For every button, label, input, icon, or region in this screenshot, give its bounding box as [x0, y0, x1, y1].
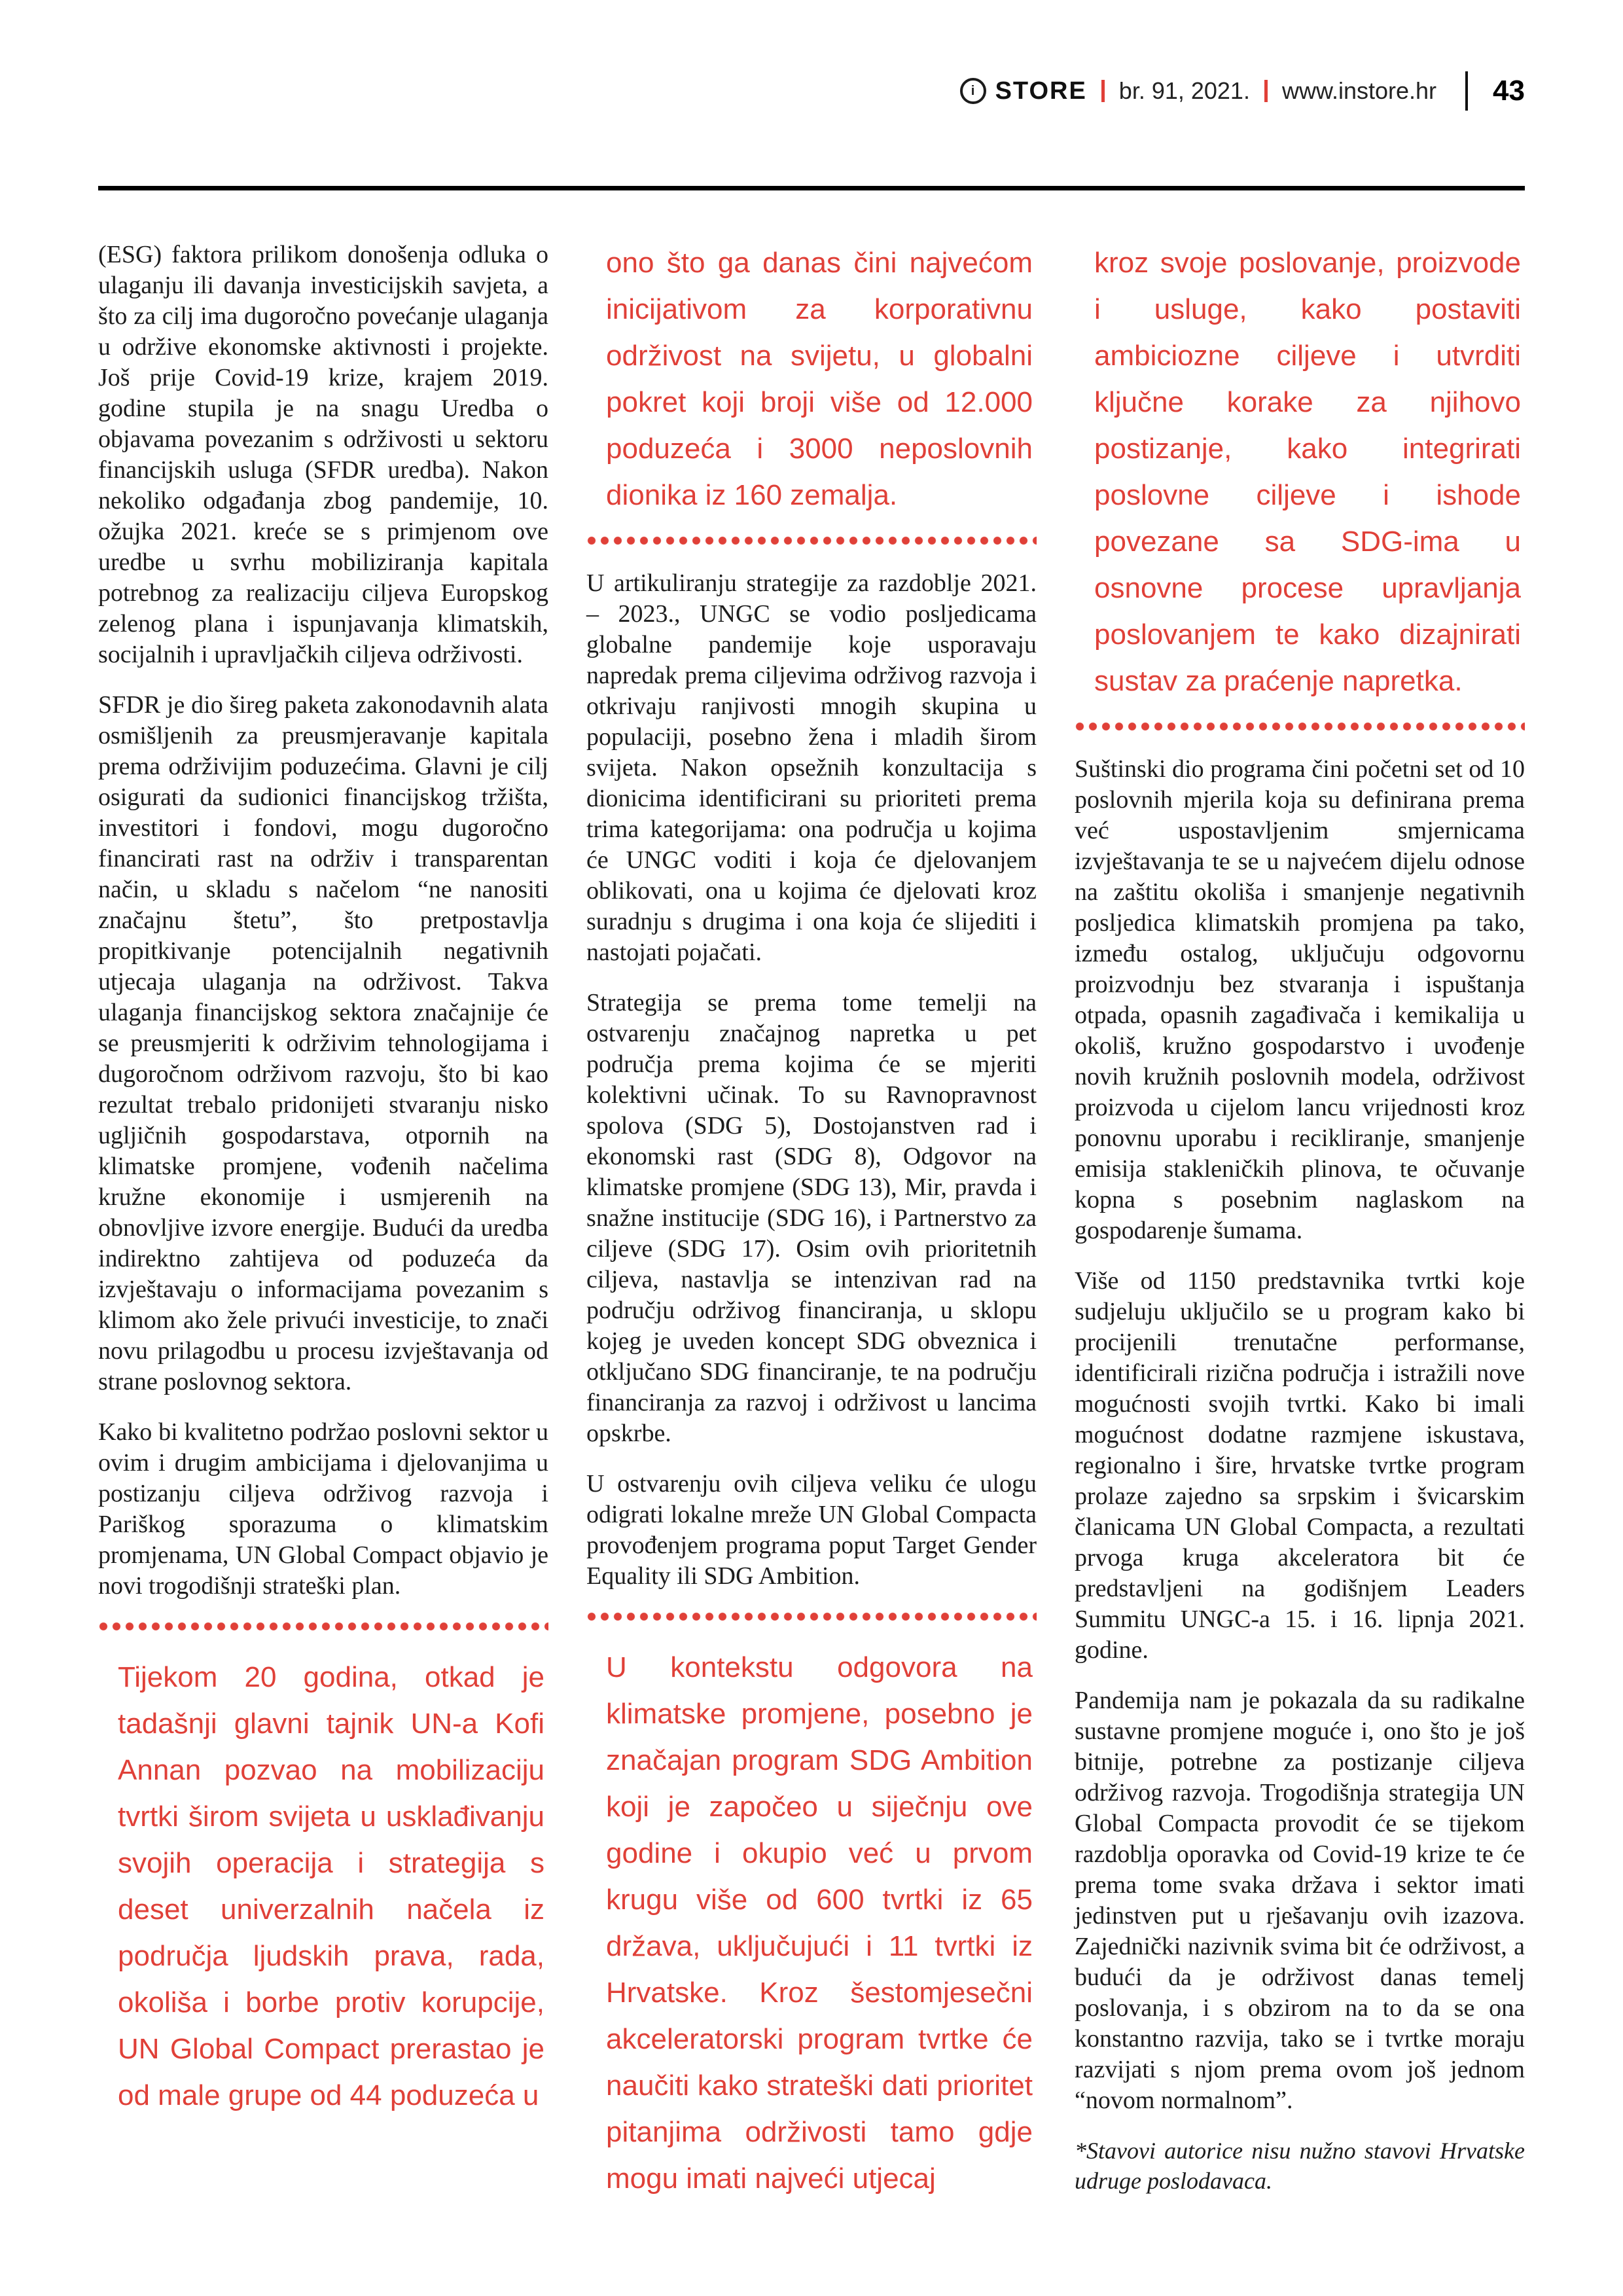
dotted-separator	[586, 1611, 1037, 1622]
pull-quote: ono što ga danas čini najvećom inicijativom za korporativnu održivost na svijetu, u globalni pokret koji broji više od 12.000 poduzeća i 3000 neposlovnih dionika iz 160 zemalja.	[606, 247, 1033, 511]
body-paragraph: Pandemija nam je pokazala da su radikalne sustavne promjene moguće i, ono što je još bitnije, potrebne za postizanje ciljeva održivog razvoja. Trogodišnja strategija UN Global Compacta provodit će se tijekom razdoblja oporavka od Covid-19 krize te će prema tome svaka država i sektor imati jedinstven put u rješavanju ovih izazova. Zajednički nazivnik svima bit će održivost, a budući da je održivost danas temelj poslovanja, i s obzirom na to da se ona konstantno razvija, tako se i tvrtke moraju razvijati s njom prema ovom još jednom “novom normalnom”.	[1075, 1687, 1525, 2114]
column-3	[1075, 240, 1525, 2217]
header-separator	[1264, 80, 1268, 102]
website-link[interactable]: www.instore.hr	[1281, 77, 1437, 104]
column-2	[586, 240, 1037, 2217]
header-rule	[98, 186, 1525, 190]
body-paragraph: Suštinski dio programa čini početni set od 10 poslovnih mjerila koja su definirana prema već uspostavljenim smjernicama izvještavanja te se u najvećem dijelu odnose na zaštitu okoliša i smanjenje negativnih posljedica klimatskih promjena pa tako, između ostalog, uključuju odgovornu proizvodnju bez stvaranja i ispuštanja otpada, opasnih zagađivača i kemikalija u okoliš, kružno gospodarstvo i uvođenje novih kružnih poslovnih modela, održivost proizvoda u cijelom lancu vrijednosti kroz ponovnu uporabu i recikliranje, smanjenje emisija stakleničkih plinova, te očuvanje kopna s posebnim naglaskom na gospodarenje šumama.	[1075, 755, 1525, 1244]
body-paragraph: (ESG) faktora prilikom donošenja odluka o ulaganju ili davanja investicijskih savjeta, a što za cilj ima dugoročno povećanje ulaganja u održive ekonomske aktivnosti i projekte. Još prije Covid-19 krize, krajem 2019. godine stupila je na snagu Uredba o objavama povezanim s održivosti u sektoru financijskih usluga (SFDR uredba). Nakon nekoliko odgađanja zbog pandemije, 10. ožujka 2021. kreće se s primjenom ove uredbe u svrhu mobiliziranja kapitala potrebnog za realizaciju ciljeva Europskog zelenog plana i ispunjavanja klimatskih, socijalnih i upravljačkih ciljeva održivosti.	[98, 241, 548, 668]
body-paragraph: Više od 1150 predstavnika tvrtki koje sudjeluju uključilo se u program kako bi procijenili trenutačne performanse, identificirali rizična područja i istražili nove mogućnosti svojih tvrtki. Kako bi imali mogućnost dodatne razmjene iskustava, regionalno i šire, hrvatske tvrtke program prolaze zajedno sa srpskim i švicarskim članicama UN Global Compacta, a rezultati prvoga kruga akceleratora bit će predstavljeni na godišnjem Leaders Summitu UNGC-a 15. i 16. lipnja 2021. godine.	[1075, 1267, 1525, 1664]
magazine-brand	[960, 77, 1087, 105]
page-header	[98, 63, 1525, 119]
magazine-title: STORE	[995, 77, 1087, 105]
header-vertical-rule	[1465, 71, 1468, 111]
page-number: 43	[1493, 75, 1525, 107]
column-1	[98, 240, 548, 2217]
pull-quote: Tijekom 20 godina, otkad je tadašnji glavni tajnik UN-a Kofi Annan pozvao na mobilizaciju tvrtki širom svijeta u usklađivanju svojih operacija i strategija s deset univerzalnih načela iz područja ljudskih prava, rada, okoliša i borbe protiv korupcije, UN Global Compact prerastao je od male grupe od 44 poduzeća u	[118, 1661, 544, 2111]
author-disclaimer: *Stavovi autorice nisu nužno stavovi Hrvatske udruge poslodavaca.	[1075, 2138, 1525, 2194]
body-paragraph: SFDR je dio šireg paketa zakonodavnih alata osmišljenih za preusmjeravanje kapitala prema održivijim poduzećima. Glavni je cilj osigurati da sudionici financijskog tržišta, investitori i fondovi, mogu dugoročno financirati rast na održiv i transparentan način, u skladu s načelom “ne nanositi značajnu štetu”, što pretpostavlja propitkivanje potencijalnih negativnih utjecaja ulaganja na održivost. Takva ulaganja financijskog sektora značajnije će se preusmjeriti k održivim tehnologijama i dugoročnom održivom razvoju, što bi kao rezultat trebalo pridonijeti stvaranju nisko ugljičnih gospodarstava, otpornih na klimatske promjene, vođenih načelima kružne ekonomije i usmjerenih na obnovljive izvore energije. Budući da uredba indirektno zahtijeva od poduzeća da izvještavaju o informacijama povezanim s klimom ako žele privući investicije, to znači novu prilagodbu u procesu izvještavanja od strane poslovnog sektora.	[98, 691, 548, 1395]
dotted-separator	[1075, 721, 1525, 732]
body-paragraph: U ostvarenju ovih ciljeva veliku će ulogu odigrati lokalne mreže UN Global Compacta provođenjem programa poput Target Gender Equality ili SDG Ambition.	[586, 1470, 1037, 1590]
pull-quote: U kontekstu odgovora na klimatske promjene, posebno je značajan program SDG Ambition koji je započeo u siječnju ove godine i okupio već u prvom krugu više od 600 tvrtki iz 65 država, uključujući i 11 tvrtki iz Hrvatske. Kroz šestomjesečni akceleratorski program tvrtke će naučiti kako strateški dati prioritet pitanjima održivosti tamo gdje mogu imati najveći utjecaj	[606, 1651, 1033, 2195]
body-paragraph: Strategija se prema tome temelji na ostvarenju značajnog napretka u pet područja prema kojima će se mjeriti kolektivni učinak. To su Ravnopravnost spolova (SDG 5), Dostojanstven rad i ekonomski rast (SDG 8), Odgovor na klimatske promjene (SDG 13), Mir, pravda i snažne institucije (SDG 16), i Partnerstvo za ciljeve (SDG 17). Osim ovih prioritetnih ciljeva, nastavlja se intenzivan rad na području održivog financiranja, u sklopu kojeg je uveden koncept SDG obveznica i otključano SDG financiranje, te na području financiranja za razvoj i održivost u lancima opskrbe.	[586, 989, 1037, 1447]
body-paragraph: U artikuliranju strategije za razdoblje 2021. – 2023., UNGC se vodio posljedicama globalne pandemije koje usporavaju napredak prema ciljevima održivog razvoja i otkrivaju ranjivosti mnogih skupina u populaciji, posebno žena i mladih širom svijeta. Nakon opsežnih konzultacija s dionicima identificirani su prioriteti prema trima kategorijama: ona područja u kojima će UNGC voditi i koja će djelovanjem oblikovati, ona u kojima će djelovati kroz suradnju s drugima i ona koja će slijediti i nastojati pojačati.	[586, 569, 1037, 966]
body-paragraph: Kako bi kvalitetno podržao poslovni sektor u ovim i drugim ambicijama i djelovanjima u postizanju ciljeva održivog razvoja i Pariškog sporazuma o klimatskim promjenama, UN Global Compact objavio je novi trogodišnji strateški plan.	[98, 1418, 548, 1600]
pull-quote: kroz svoje poslovanje, proizvode i usluge, kako postaviti ambiciozne ciljeve i utvrditi ključne korake za njihovo postizanje, kako integrirati poslovne ciljeve i ishode povezane sa SDG-ima u osnovne procese upravljanja poslovanjem te kako dizajnirati sustav za praćenje napretka.	[1094, 247, 1521, 697]
article-body	[98, 240, 1525, 2217]
dotted-separator	[586, 535, 1037, 546]
header-separator	[1101, 80, 1105, 102]
instore-logo-icon: i	[960, 78, 986, 104]
issue-number: br. 91, 2021.	[1118, 77, 1250, 104]
dotted-separator	[98, 1621, 548, 1632]
